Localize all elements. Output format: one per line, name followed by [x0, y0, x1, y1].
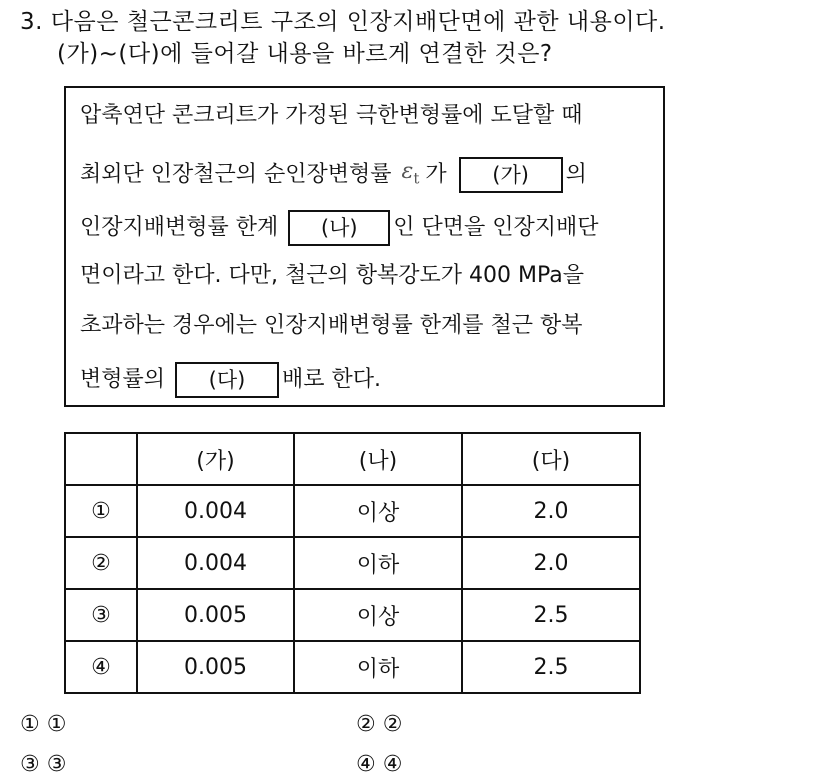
box-line-5-text: 초과하는 경우에는 인장지배변형률 한계를 철근 항복 — [80, 313, 583, 338]
table-cell: ④ — [65, 641, 137, 693]
table-cell: 2.0 — [462, 485, 640, 537]
box-line-2 — [80, 156, 587, 194]
box-line-1-text: 압축연단 콘크리트가 가정된 극한변형률에 도달할 때 — [80, 103, 583, 128]
box-line-3 — [80, 210, 599, 246]
table-row — [65, 589, 640, 641]
table-cell: ② — [65, 537, 137, 589]
table-cell: ① — [65, 485, 137, 537]
box-line-4 — [80, 260, 584, 292]
blank-na: (나) — [288, 210, 390, 246]
table-row — [65, 641, 640, 693]
blank-ga: (가) — [459, 157, 563, 193]
box-line-5 — [80, 310, 583, 342]
table-header-cell: (나) — [294, 433, 462, 485]
table-header-row — [65, 433, 640, 485]
table-cell: 0.005 — [137, 589, 294, 641]
box-line-1 — [80, 100, 583, 132]
box-line-6 — [80, 362, 381, 398]
table-cell: 2.5 — [462, 589, 640, 641]
box-line-2-text-b: 가 — [425, 162, 447, 188]
table-header-cell: (가) — [137, 433, 294, 485]
table-row — [65, 485, 640, 537]
answer-table — [64, 432, 641, 694]
table-cell: 이상 — [294, 589, 462, 641]
epsilon-subscript: t — [413, 169, 420, 188]
box-line-2-text-a: 최외단 인장철근의 순인장변형률 — [80, 162, 392, 188]
table-header-cell: (다) — [462, 433, 640, 485]
table-cell: 0.005 — [137, 641, 294, 693]
box-line-3-text-a: 인장지배변형률 한계 — [80, 215, 279, 240]
table-cell: 2.5 — [462, 641, 640, 693]
box-line-6-text-a: 변형률의 — [80, 367, 166, 392]
choice-4[interactable]: ④ ④ — [356, 752, 403, 777]
choice-3[interactable]: ③ ③ — [20, 752, 67, 777]
box-line-6-text-b: 배로 한다. — [282, 367, 382, 392]
table-cell: 이하 — [294, 641, 462, 693]
blank-da: (다) — [175, 362, 279, 398]
question-line-2: (가)~(다)에 들어갈 내용을 바르게 연결한 것은? — [57, 41, 553, 67]
box-line-2-text-c: 의 — [565, 162, 587, 188]
table-cell: 2.0 — [462, 537, 640, 589]
table-cell: 이하 — [294, 537, 462, 589]
table-header-cell — [65, 433, 137, 485]
box-line-4-text: 면이라고 한다. 다만, 철근의 항복강도가 400 MPa을 — [80, 263, 584, 288]
box-line-3-text-b: 인 단면을 인장지배단 — [393, 215, 599, 240]
statement-box — [64, 86, 665, 407]
choice-2[interactable]: ② ② — [356, 712, 403, 737]
table-cell: 0.004 — [137, 537, 294, 589]
epsilon-char: ε — [401, 159, 414, 184]
choice-1[interactable]: ① ① — [20, 712, 67, 737]
table-row — [65, 537, 640, 589]
table-cell: 이상 — [294, 485, 462, 537]
table-cell: 0.004 — [137, 485, 294, 537]
table-cell: ③ — [65, 589, 137, 641]
epsilon-symbol — [402, 156, 420, 194]
question-line-1: 3. 다음은 철근콘크리트 구조의 인장지배단면에 관한 내용이다. — [20, 9, 666, 35]
